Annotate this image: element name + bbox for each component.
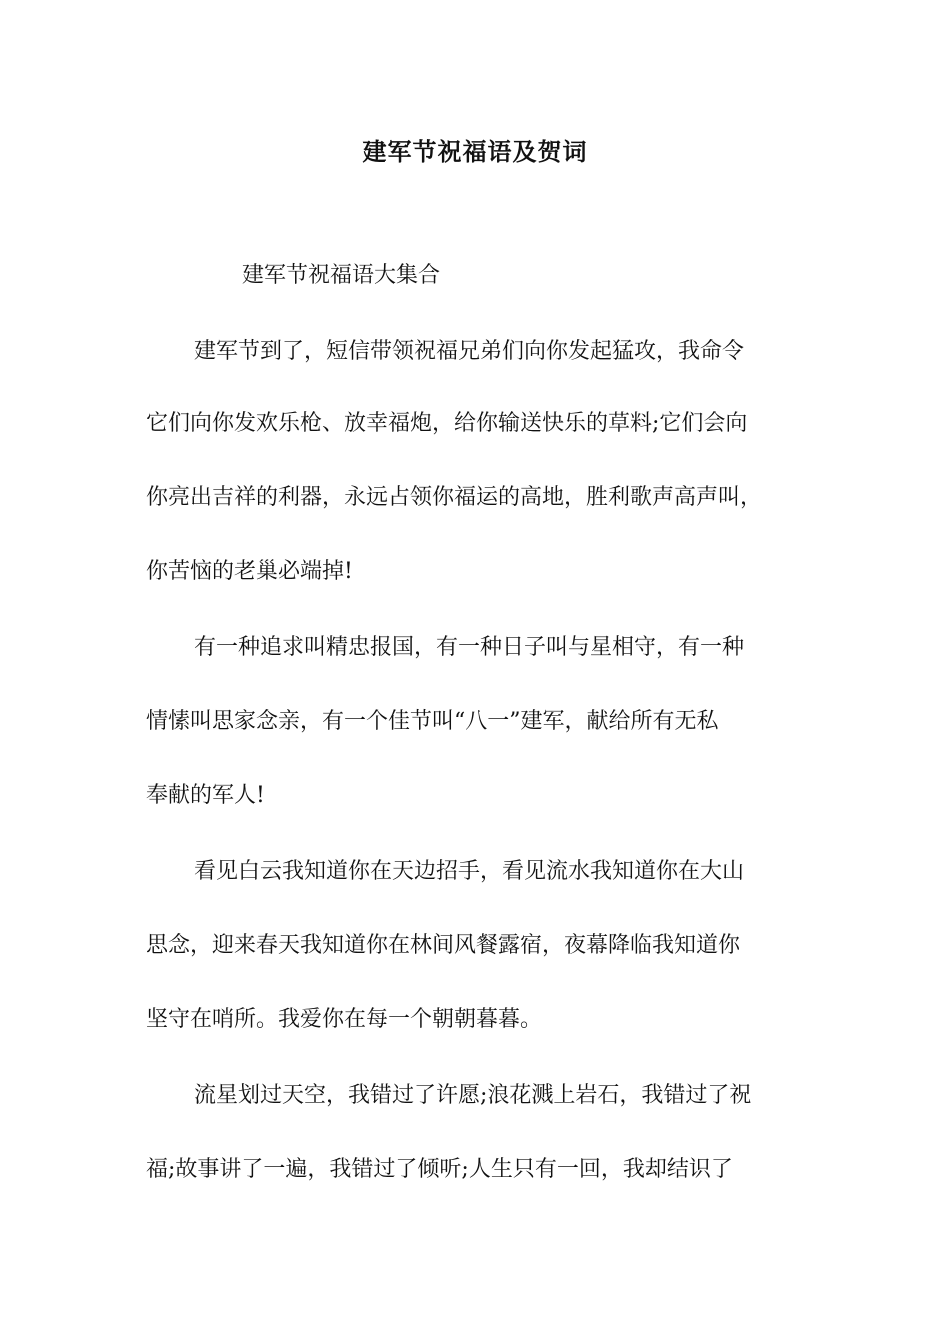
text-line: 情愫叫思家念亲，有一个佳节叫“八一”建军，献给所有无私 bbox=[146, 709, 719, 734]
text-line: 思念，迎来春天我知道你在林间风餐露宿，夜幕降临我知道你 bbox=[146, 933, 741, 958]
text-line: 它们向你发欢乐枪、放幸福炮，给你输送快乐的草料;它们会向 bbox=[146, 411, 748, 436]
text-line: 建军节到了，短信带领祝福兄弟们向你发起猛攻，我命令 bbox=[194, 339, 745, 364]
page-title: 建军节祝福语及贺词 bbox=[362, 137, 588, 166]
text-line: 福;故事讲了一遍，我错过了倾听;人生只有一回，我却结识了 bbox=[146, 1157, 733, 1182]
text-line: 有一种追求叫精忠报国，有一种日子叫与星相守，有一种 bbox=[194, 635, 745, 660]
text-line: 看见白云我知道你在天边招手，看见流水我知道你在大山 bbox=[194, 859, 745, 884]
text-line: 你亮出吉祥的利器，永远占领你福运的高地，胜利歌声高声叫， bbox=[146, 485, 763, 510]
text-line: 坚守在哨所。我爱你在每一个朝朝暮暮。 bbox=[146, 1007, 543, 1032]
text-line: 你苦恼的老巢必端掉! bbox=[146, 559, 353, 584]
section-heading: 建军节祝福语大集合 bbox=[242, 263, 441, 288]
text-line: 流星划过天空，我错过了许愿;浪花溅上岩石，我错过了祝 bbox=[194, 1083, 752, 1108]
text-line: 奉献的军人! bbox=[146, 783, 265, 808]
